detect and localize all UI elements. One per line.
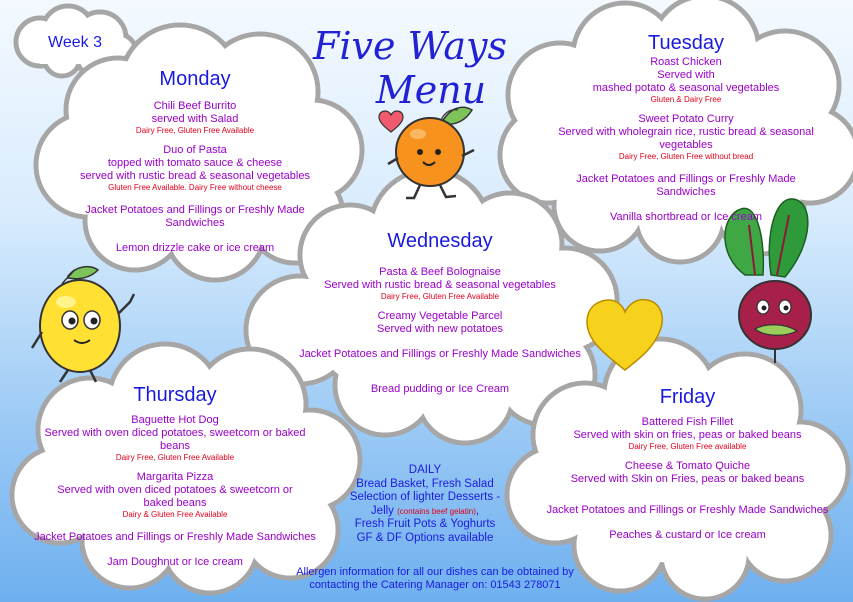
tuesday-dish1: Roast Chicken (650, 55, 722, 68)
wednesday-dish1-note: Dairy Free, Gluten Free Available (380, 291, 500, 301)
monday-dessert: Lemon drizzle cake or ice cream (115, 242, 275, 255)
wednesday-dessert: Bread pudding or Ice Cream (370, 382, 510, 395)
thursday-dessert: Jam Doughnut or Ice cream (107, 556, 243, 569)
monday-heading: Monday (159, 68, 231, 90)
daily-jelly: Jelly (370, 504, 394, 517)
thursday-heading: Thursday (133, 384, 217, 406)
monday-dish2-side2: served with rustic bread & seasonal vegetables (80, 169, 310, 182)
tuesday-heading: Tuesday (648, 32, 724, 54)
wednesday-heading: Wednesday (387, 230, 493, 252)
wednesday-dish2: Creamy Vegetable Parcel (377, 309, 503, 322)
daily-line4: Fresh Fruit Pots & Yoghurts (354, 518, 496, 531)
tuesday-dish2-note: Dairy Free, Gluten Free without bread (618, 151, 754, 161)
friday-dish1-side: Served with skin on fries, peas or baked beans (573, 428, 802, 441)
daily-jelly-note: (contains beef gelatin) (397, 506, 476, 516)
daily-heading: DAILY (408, 464, 442, 476)
daily-panel (340, 464, 510, 545)
friday-heading: Friday (659, 386, 716, 408)
tuesday-jacket: Jacket Potatoes and Fillings or Freshly Made Sandwiches (576, 173, 796, 199)
tuesday-dish1-side1: Served with (657, 68, 715, 81)
monday-jacket: Jacket Potatoes and Fillings or Freshly Made Sandwiches (85, 204, 305, 230)
thursday-jacket: Jacket Potatoes and Fillings or Freshly Made Sandwiches (34, 531, 316, 544)
thursday-dish2-side: Served with oven diced potatoes & sweetcorn or baked beans (57, 483, 293, 509)
friday-dish1: Battered Fish Fillet (641, 415, 734, 428)
monday-dish1: Chili Beef Burrito (153, 99, 237, 112)
tuesday-dish2: Sweet Potato Curry (638, 112, 734, 125)
tuesday-dish1-side2: mashed potato & seasonal vegetables (592, 81, 780, 94)
wednesday-panel (285, 230, 595, 396)
daily-line3-end: , (475, 504, 480, 517)
thursday-dish2: Margarita Pizza (136, 470, 214, 483)
friday-dish1-note: Dairy Free, Gluten Free available (628, 441, 747, 451)
tuesday-panel (550, 32, 822, 224)
friday-dish2: Cheese & Tomato Quiche (624, 459, 751, 472)
menu-title-line1: Five Ways (313, 24, 507, 68)
allergen-footer (260, 566, 610, 592)
monday-dish1-note: Dairy Free, Gluten Free Available (135, 125, 255, 135)
footer-line1: Allergen information for all our dishes can be obtained by (296, 566, 574, 578)
tuesday-dish2-side: Served with wholegrain rice, rustic bread & seasonal vegetables (558, 125, 814, 151)
monday-dish2-note: Gluten Free Available. Dairy Free without cheese (108, 182, 282, 192)
wednesday-dish1-side: Served with rustic bread & seasonal vegetables (324, 278, 556, 291)
footer-line2: contacting the Catering Manager on: 01543 278071 (309, 579, 561, 592)
monday-dish2-side1: topped with tomato sauce & cheese (107, 156, 283, 169)
tuesday-dish1-note: Gluten & Dairy Free (650, 94, 722, 104)
daily-line2: Selection of lighter Desserts - (349, 491, 501, 504)
monday-dish2: Duo of Pasta (163, 143, 227, 156)
wednesday-jacket: Jacket Potatoes and Fillings or Freshly Made Sandwiches (299, 347, 581, 360)
yellow-heart-icon (585, 298, 665, 374)
friday-dish2-side: Served with Skin on Fries, peas or baked beans (570, 472, 805, 485)
daily-line1: Bread Basket, Fresh Salad (356, 477, 494, 490)
thursday-dish2-note: Dairy & Gluten Free Available (122, 509, 228, 519)
wednesday-dish2-side: Served with new potatoes (377, 322, 503, 335)
daily-line3 (340, 505, 510, 519)
tuesday-dessert: Vanilla shortbread or Ice cream (609, 211, 763, 224)
thursday-dish1: Baguette Hot Dog (131, 413, 219, 426)
friday-jacket: Jacket Potatoes and Fillings or Freshly Made Sandwiches (546, 503, 829, 516)
monday-dish1-side: served with Salad (151, 112, 239, 125)
friday-panel (540, 386, 835, 542)
wednesday-dish1: Pasta & Beef Bolognaise (379, 265, 501, 278)
friday-dessert: Peaches & custard or Ice cream (609, 528, 766, 541)
thursday-dish1-side: Served with oven diced potatoes, sweetcorn or baked beans (44, 426, 306, 452)
week-label: Week 3 (48, 34, 102, 51)
lemon-character (20, 262, 140, 387)
orange-character (380, 100, 490, 205)
thursday-panel (30, 384, 320, 569)
monday-panel (60, 68, 330, 255)
daily-line5: GF & DF Options available (356, 531, 494, 544)
thursday-dish1-note: Dairy Free, Gluten Free Available (115, 452, 235, 462)
menu-title-line2: Menu (375, 68, 487, 112)
